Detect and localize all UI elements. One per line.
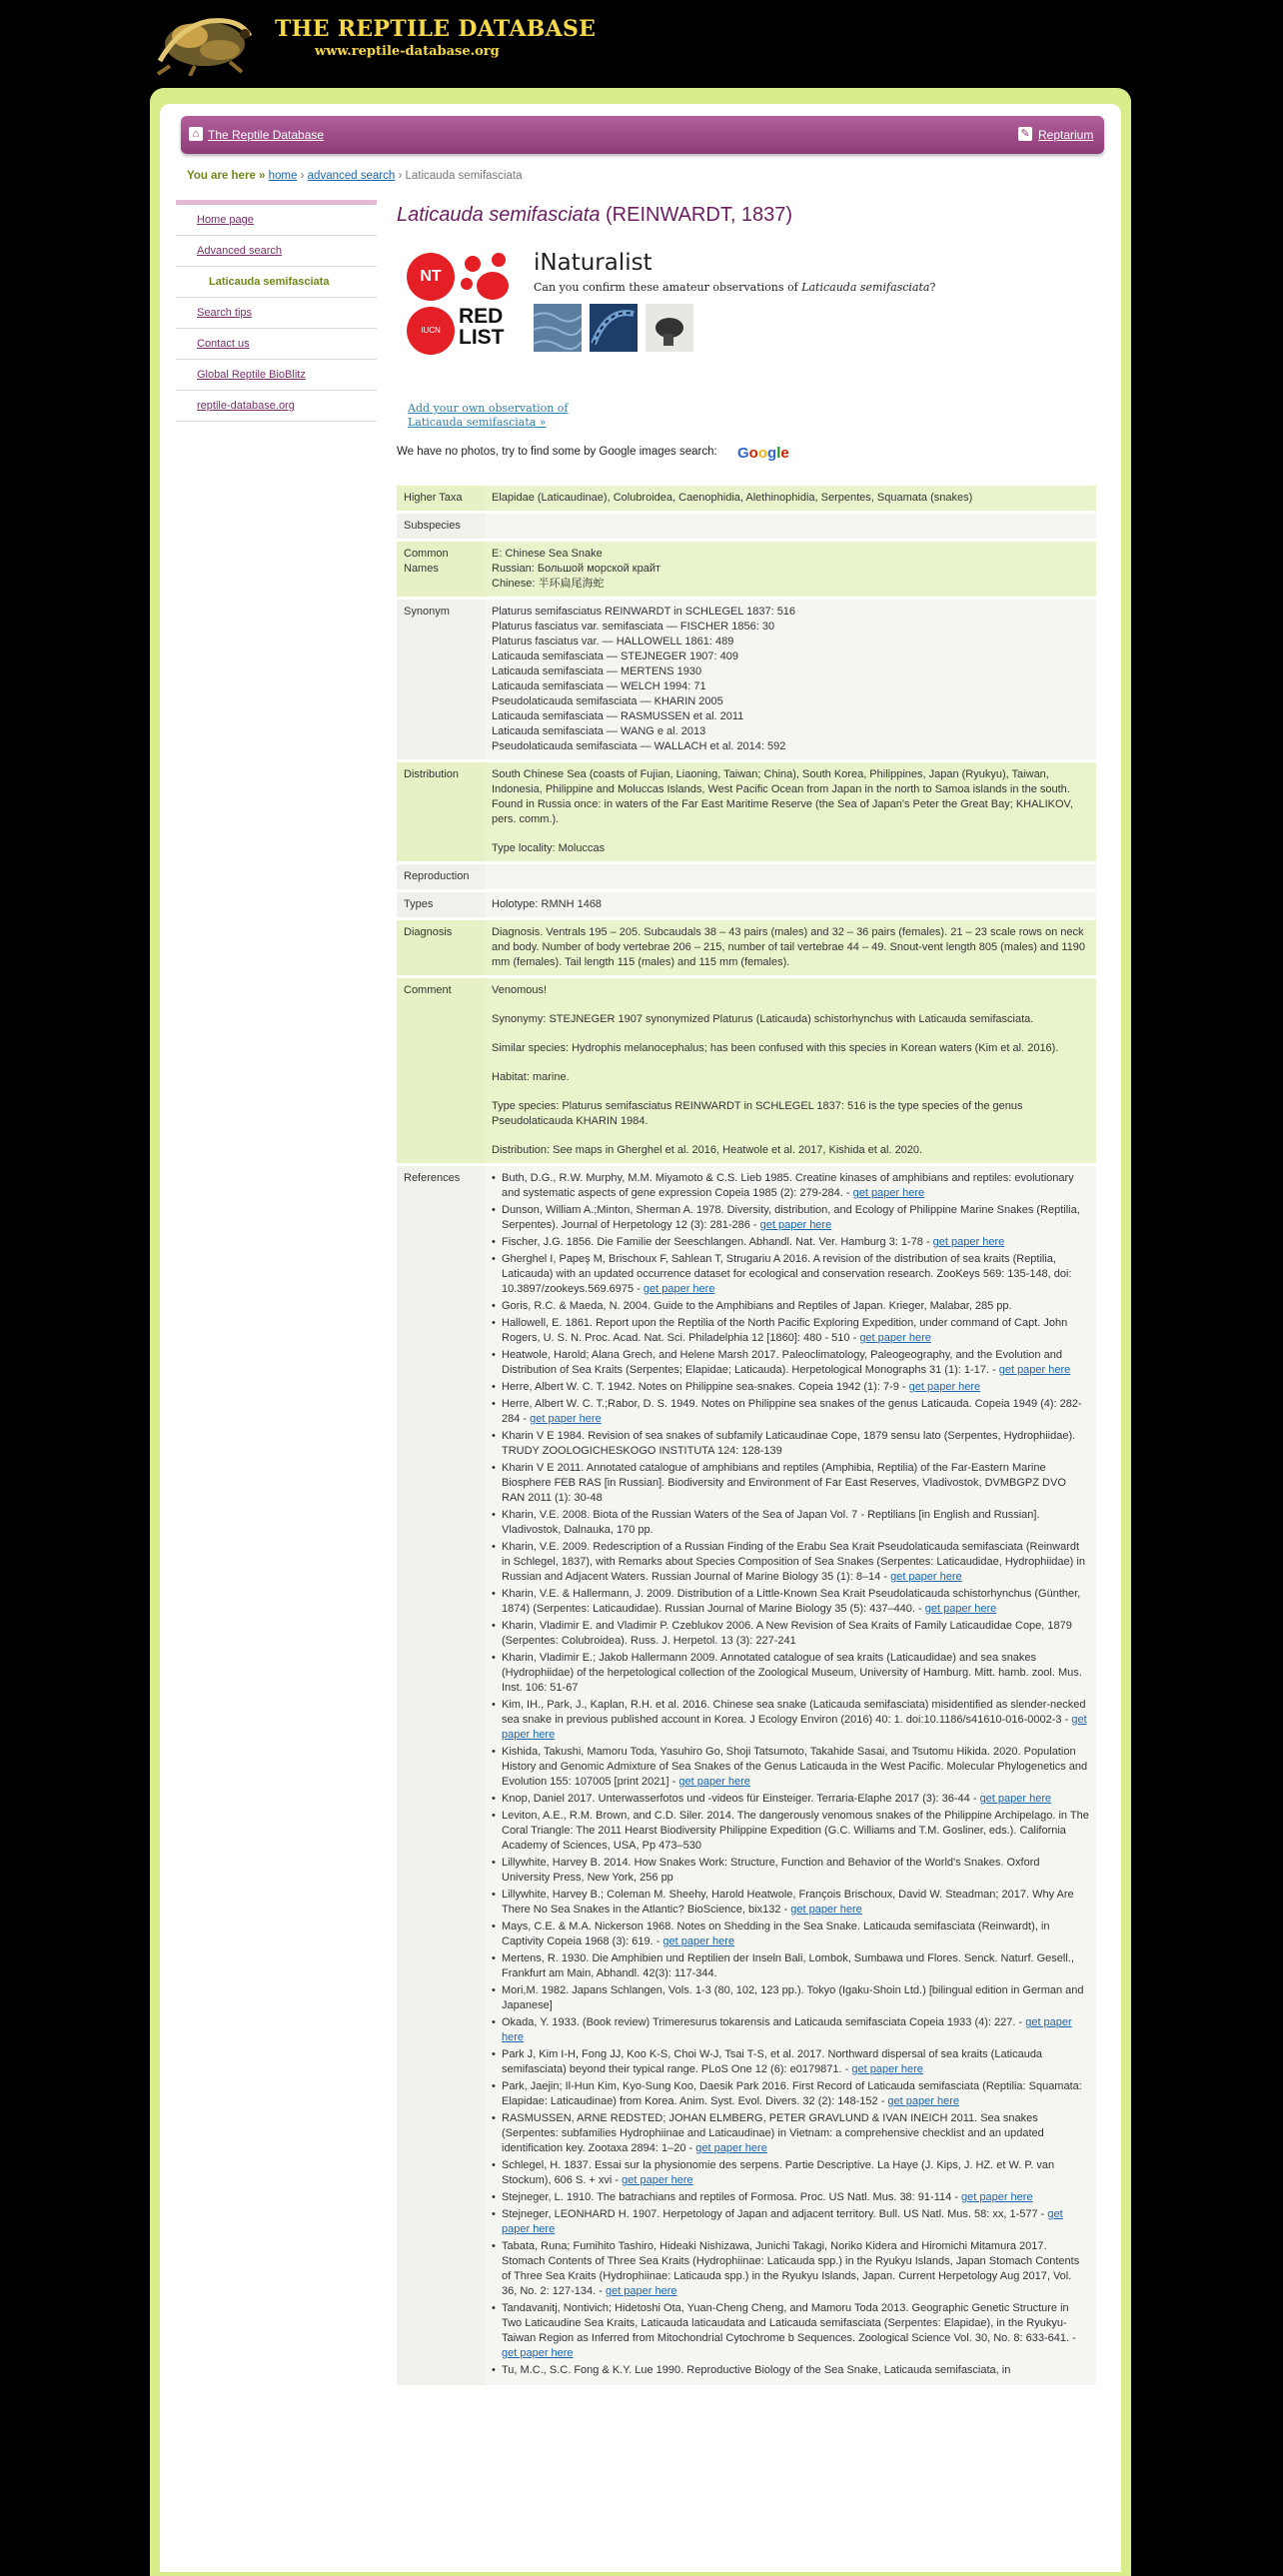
label-subspecies: Subspecies: [397, 514, 485, 539]
reptarium-icon[interactable]: ✎: [1018, 127, 1032, 141]
type-locality: Type locality: Moluccas: [492, 842, 606, 854]
reference-item: [502, 1380, 1089, 1395]
label-higher-taxa: Higher Taxa: [397, 486, 485, 511]
red-list-logo[interactable]: [459, 306, 519, 348]
reference-item: [502, 1792, 1089, 1807]
common-name: E: Chinese Sea Snake: [492, 548, 603, 560]
nav-home-link[interactable]: The Reptile Database: [208, 128, 325, 142]
reference-item: [502, 1397, 1089, 1427]
reference-item: [502, 1508, 1089, 1538]
reference-item: [502, 1252, 1089, 1297]
reference-text: Kharin, V.E. 2008. Biota of the Russian Waters of the Sea of Japan Vol. 7 - Reptilians [in English and Russian]. Vladivostok, Dalnauka, 170 pp.: [502, 1509, 1040, 1536]
get-paper-link[interactable]: get paper here: [759, 1219, 832, 1231]
get-paper-link[interactable]: get paper here: [887, 2095, 959, 2107]
row-subspecies: [397, 514, 1096, 539]
reference-text: Fischer, J.G. 1856. Die Familie der Seeschlangen. Abhandl. Nat. Ver. Hamburg 3: 1-78 -: [502, 1236, 933, 1248]
synonym: Pseudolaticauda semifasciata — KHARIN 2005: [492, 695, 723, 707]
reference-text: Kim, IH., Park, J., Kaplan, R.H. et al. 2016. Chinese sea snake (Laticauda semifasciata) misidentified as slender-necked sea snake in previous published account in Korea. J Ecology Environ (2016) 40: 1. doi:10.1186/s41610-016-0002-3 -: [502, 1699, 1086, 1726]
get-paper-link[interactable]: get paper here: [932, 1236, 1005, 1248]
sidebar-item-search-tips[interactable]: Search tips: [176, 298, 377, 329]
reference-item: [502, 2079, 1089, 2109]
row-reproduction: [397, 864, 1096, 889]
reference-text: Mertens, R. 1930. Die Amphibien und Reptilien der Inseln Bali, Lombok, Sumbawa und Flores. Senck. Naturf. Gesell., Frankfurt am Main, Abhandl. 42(3): 117-344.: [502, 1952, 1074, 1979]
reference-item: [502, 2301, 1089, 2361]
get-paper-link[interactable]: get paper here: [502, 2347, 574, 2359]
value-types: Holotype: RMNH 1468: [485, 892, 1096, 917]
breadcrumb-advanced-link[interactable]: advanced search: [307, 170, 396, 182]
reference-item: [502, 1951, 1089, 1981]
label-diagnosis: Diagnosis: [397, 920, 485, 975]
reference-item: [502, 1299, 1089, 1314]
label-distribution: Distribution: [397, 762, 485, 861]
reference-item: [502, 2190, 1089, 2205]
inaturalist-question: [534, 281, 935, 294]
page-title: [397, 204, 1096, 227]
common-name: Chinese: 半环扁尾海蛇: [492, 578, 605, 590]
get-paper-link[interactable]: get paper here: [502, 2016, 1072, 2043]
reference-text: Goris, R.C. & Maeda, N. 2004. Guide to the Amphibians and Reptiles of Japan. Krieger, Malabar, 285 pp.: [502, 1300, 1012, 1312]
question-species: Laticauda semifasciata: [801, 281, 930, 294]
lizard-logo-icon[interactable]: [150, 6, 260, 76]
reference-text: Park, Jaejin; Il-Hun Kim, Kyo-Sung Koo, Daesik Park 2016. First Record of Laticauda semifasciata (Reptilia: Squamata: Elapidae: Laticaudinae) from Korea. Anim. Syst. Evol. Divers. 32 (2): 148-152 -: [502, 2080, 1082, 2107]
reference-text: Kharin, V.E. 2009. Redescription of a Russian Finding of the Erabu Sea Krait Pseudolaticauda semifasciata (Reinwardt in Schlegel, 1837), with Remarks about Species Composition of Sea Snakes (Serpentes: Laticaudidae, Hydrophiidae) in Russian and Adjacent Waters. Russian Journal of Marine Biology 35 (1): 8–14 -: [502, 1541, 1085, 1583]
reference-item: [502, 1888, 1089, 1918]
reference-text: Schlegel, H. 1837. Essai sur la physionomie des serpens. Partie Descriptive. La Haye (J. Kips, J. HZ. et W. P. van Stockum), 606 S. + xvi -: [502, 2159, 1055, 2186]
near-threatened-badge[interactable]: NT: [407, 253, 455, 301]
sidebar-item-current-species: Laticauda semifasciata: [176, 267, 377, 298]
reference-text: Tu, M.C., S.C. Fong & K.Y. Lue 1990. Reproductive Biology of the Sea Snake, Laticauda semifasciata, in: [502, 2364, 1011, 2376]
reference-text: Heatwole, Harold; Alana Grech, and Helene Marsh 2017. Paleoclimatology, Paleogeography, and the Evolution and Distribution of Sea Kraits (Serpentes; Elapidae; Laticauda). Herpetological Monographs 31 (1): 1-17. -: [502, 1349, 1062, 1376]
get-paper-link[interactable]: get paper here: [530, 1413, 602, 1425]
synonym: Platurus fasciatus var. — HALLOWELL 1861: 489: [492, 636, 734, 647]
no-photos-text: We have no photos, try to find some by Google images search:: [397, 446, 717, 458]
synonym: Platurus semifasciatus REINWARDT in SCHLEGEL 1837: 516: [492, 606, 796, 618]
reference-text: Mays, C.E. & M.A. Nickerson 1968. Notes on Shedding in the Sea Snake. Laticauda semifasciata (Reinwardt), in Captivity Copeia 1968 (3): 619. -: [502, 1921, 1050, 1947]
reference-item: [502, 1587, 1089, 1617]
observation-photo-2[interactable]: [590, 304, 638, 352]
species-info-table: [397, 483, 1096, 2388]
main-content: [397, 200, 1096, 2376]
synonym: Platurus fasciatus var. semifasciata — FISCHER 1856: 30: [492, 621, 775, 633]
reference-item: [502, 1540, 1089, 1585]
reference-text: Stejneger, L. 1910. The batrachians and reptiles of Formosa. Proc. US Natl. Mus. 38: 91-114 -: [502, 2191, 962, 2203]
get-paper-link[interactable]: get paper here: [695, 2142, 767, 2154]
synonym: Pseudolaticauda semifasciata — WALLACH et al. 2014: 592: [492, 740, 786, 752]
reference-text: Park J, Kim I-H, Fong JJ, Koo K-S, Choi W-J, Tsai T-S, et al. 2017. Northward dispersal of sea kraits (Laticauda semifasciata) beyond their typical range. PLoS One 12 (6): e0179871. -: [502, 2048, 1043, 2075]
reference-text: Kharin, V.E. & Hallermann, J. 2009. Distribution of a Little-Known Sea Krait Pseudolaticauda schistorhynchus (Günther, 1874) (Serpentes: Laticaudidae). Russian Journal of Marine Biology 35 (5): 437–440. -: [502, 1588, 1081, 1615]
get-paper-link[interactable]: get paper here: [790, 1904, 862, 1916]
iucn-badge[interactable]: IUCN: [407, 307, 455, 355]
synonym: Laticauda semifasciata — WANG e al. 2013: [492, 725, 706, 737]
inaturalist-logo[interactable]: iNaturalist: [534, 250, 652, 276]
get-paper-link[interactable]: get paper here: [961, 2191, 1033, 2203]
paw-icon: [459, 252, 515, 304]
sidebar-item-advanced-search[interactable]: Advanced search: [176, 236, 377, 267]
sidebar: [176, 200, 377, 422]
reference-text: RASMUSSEN, ARNE REDSTED; JOHAN ELMBERG, PETER GRAVLUND & IVAN INEICH 2011. Sea snakes (Serpentes: subfamilies Hydrophiinae and Laticaudinae) in Vietnam: a comprehensive checklist and an updated identification key. Zootaxa 2894: 1–20 -: [502, 2112, 1044, 2154]
get-paper-link[interactable]: get paper here: [502, 2208, 1063, 2235]
top-nav-bar: [181, 116, 1104, 154]
comment-paragraph: Type species: Platurus semifasciatus REINWARDT in SCHLEGEL 1837: 516 is the type species of the genus Pseudolaticauda KHARIN 1984.: [492, 1100, 1023, 1127]
row-common-names: [397, 542, 1096, 597]
reference-text: Dunson, William A.;Minton, Sherman A. 1978. Diversity, distribution, and Ecology of Philippine Marine Snakes (Reptilia, Serpentes). Journal of Herpetology 12 (3): 281-286 -: [502, 1204, 1080, 1231]
references-list: [492, 1171, 1089, 2378]
breadcrumb-current: Laticauda semifasciata: [405, 170, 523, 182]
reference-item: [502, 1429, 1089, 1459]
get-paper-link[interactable]: get paper here: [678, 1776, 750, 1788]
red-list-text: RED LIST: [459, 305, 505, 349]
reference-text: Herre, Albert W. C. T. 1942. Notes on Philippine sea-snakes. Copeia 1942 (1): 7-9 -: [502, 1381, 909, 1393]
reference-text: Buth, D.G., R.W. Murphy, M.M. Miyamoto & C.S. Lieb 1985. Creatine kinases of amphibians and reptiles: evolutionary and systematic aspects of gene expression Copeia 1985 (2): 279-284. -: [502, 1172, 1074, 1199]
reference-text: Lillywhite, Harvey B.; Coleman M. Sheehy, Harold Heatwole, François Brischoux, David W. Steadman; 2017. Why Are There No Sea Snakes in the Atlantic? BioScience, bix132 -: [502, 1889, 1074, 1916]
value-subspecies: [485, 514, 1096, 539]
sidebar-item-bioblitz[interactable]: Global Reptile BioBlitz: [176, 360, 377, 391]
get-paper-link[interactable]: get paper here: [890, 1571, 962, 1583]
question-suffix: ?: [929, 281, 936, 294]
value-comment: [485, 978, 1096, 1163]
comment-paragraph: Venomous!: [492, 984, 548, 996]
value-distribution: [485, 762, 1096, 861]
synonym: Laticauda semifasciata — RASMUSSEN et al. 2011: [492, 710, 744, 722]
breadcrumb: You are here » home › advanced search › Laticauda semifasciata: [187, 170, 523, 182]
reference-item: [502, 1203, 1089, 1233]
reference-text: Kishida, Takushi, Mamoru Toda, Yasuhiro Go, Shoji Tatsumoto, Takahide Sasai, and Tsutomu Hikida. 2020. Population History and Genomic Admixture of Sea Snakes of the Genus Laticauda in the West Pacific. Molecular Phylogenetics and Evolution 155: 107005 [print 2021] -: [502, 1746, 1088, 1788]
reference-item: [502, 1461, 1089, 1506]
sidebar-item-home[interactable]: Home page: [176, 205, 377, 236]
get-paper-link[interactable]: get paper here: [622, 2174, 693, 2186]
reference-item: [502, 1856, 1089, 1886]
label-types: Types: [397, 892, 485, 917]
reference-text: Kharin V E 2011. Annotated catalogue of amphibians and reptiles (Amphibia, Reptilia) of the Far-Eastern Marine Biosphere FEB RAS [in Russian]. Biodiversity and Environment of Far East Reserves, Vladivostok, DVMBGPZ DVO RAN 2011 (1): 30-48: [502, 1462, 1066, 1504]
row-distribution: [397, 762, 1096, 861]
inaturalist-widget: [397, 248, 956, 358]
breadcrumb-home-link[interactable]: home: [268, 170, 298, 182]
question-prefix: Can you confirm these amateur observations of: [534, 281, 798, 294]
breadcrumb-separator: »: [259, 170, 266, 182]
add-observation-link[interactable]: Add your own observation of Laticauda semifasciata »: [408, 402, 569, 429]
reference-text: Kharin V E 1984. Revision of sea snakes of subfamily Laticaudinae Cope, 1879 sensu lato (Serpentes, Hydrophiidae). TRUDY ZOOLOGICHESKOGO INSTITUTA 124: 128-139: [502, 1430, 1076, 1457]
value-reproduction: [485, 864, 1096, 889]
reference-item: [502, 1348, 1089, 1378]
comment-paragraph: Distribution: See maps in Gherghel et al. 2016, Heatwole et al. 2017, Kishida et al. 2020.: [492, 1144, 923, 1156]
reference-item: [502, 1698, 1089, 1743]
get-paper-link[interactable]: get paper here: [662, 1935, 734, 1947]
get-paper-link[interactable]: get paper here: [502, 1714, 1087, 1741]
reference-text: Tabata, Runa; Fumihito Tashiro, Hideaki Nishizawa, Junichi Takagi, Noriko Kidera and Hiromichi Mitamura 2017. Stomach Contents of Three Sea Kraits (Hydrophiinae: Laticauda spp.) in the Ryukyu Islands, Japan Stomach Contents of Three Sea Kraits (Hydrophiinae: Laticauda spp.) in the Ryukyu Islands, Japan. Current Herpetology Aug 2017, Vol. 36, No. 2: 127-134. -: [502, 2240, 1080, 2297]
reference-text: Lillywhite, Harvey B. 2014. How Snakes Work: Structure, Function and Behavior of the World's Snakes. Oxford University Press, New York, 256 pp: [502, 1857, 1040, 1884]
reference-text: Okada, Y. 1933. (Book review) Trimeresurus tokarensis and Laticauda semifasciata Copeia 1933 (4): 227. -: [502, 2016, 1026, 2028]
reference-item: [502, 2363, 1089, 2378]
row-references: [397, 1166, 1096, 2385]
label-comment: Comment: [397, 978, 485, 1163]
sidebar-item-contact[interactable]: Contact us: [176, 329, 377, 360]
get-paper-link[interactable]: get paper here: [852, 1187, 925, 1199]
reference-item: [502, 1235, 1089, 1250]
synonym: Laticauda semifasciata — MERTENS 1930: [492, 665, 702, 677]
reference-item: [502, 1651, 1089, 1696]
reference-item: [502, 2047, 1089, 2077]
home-icon[interactable]: ⌂: [189, 127, 203, 141]
reference-item: [502, 1983, 1089, 2013]
reference-text: Gherghel I, Papeş M, Brischoux F, Sahlean T, Strugariu A 2016. A revision of the distribution of sea kraits (Reptilia, Laticauda) with an updated occurrence dataset for ecological and conservation research. ZooKeys 569: 135-148, doi: 10.3897/zookeys.569.6975 -: [502, 1253, 1072, 1295]
common-name: Russian: Большой морской крайт: [492, 563, 661, 575]
reference-text: Mori,M. 1982. Japans Schlangen, Vols. 1-3 (80, 102, 123 pp.). Tokyo (Igaku-Shoin Ltd.) [bilingual edition in German and Japanese]: [502, 1984, 1084, 2011]
site-url[interactable]: www.reptile-database.org: [315, 44, 500, 59]
reference-item: [502, 1619, 1089, 1649]
get-paper-link[interactable]: get paper here: [908, 1381, 981, 1393]
reference-text: Tandavanitj, Nontivich; Hidetoshi Ota, Yuan-Cheng Cheng, and Mamoru Toda 2013. Geographic Genetic Structure in Two Laticaudine Sea Kraits, Laticauda laticaudata and Laticauda semifasciata (Serpentes: Elapidae), in the Ryukyu-Taiwan Region as Inferred from Mitochondrial Cytochrome b Sequences. Zoological Science Vol. 30, No. 8: 633-641. -: [502, 2302, 1076, 2344]
reference-text: Hallowell, E. 1861. Report upon the Reptilia of the North Pacific Exploring Expedition, under command of Capt. John Rogers, U. S. N. Proc. Acad. Nat. Sci. Philadelphia 12 [1860]: 480 - 510 -: [502, 1317, 1068, 1344]
reference-text: Leviton, A.E., R.M. Brown, and C.D. Siler. 2014. The dangerously venomous snakes of the Philippine Archipelago. in The Coral Triangle: The 2011 Hearst Biodiversity Philippine Expedition (G.C. Williams and T.M. Gosliner, eds.). California Academy of Sciences, USA, Pp 473–530: [502, 1810, 1089, 1852]
value-higher-taxa: Elapidae (Laticaudinae), Colubroidea, Caenophidia, Alethinophidia, Serpentes, Squamata (snakes): [485, 486, 1096, 511]
label-common-names: Common Names: [397, 542, 485, 597]
reference-item: [502, 2239, 1089, 2299]
observation-photo-1[interactable]: [534, 304, 582, 352]
get-paper-link[interactable]: get paper here: [642, 1283, 715, 1295]
label-references: References: [397, 1166, 485, 2385]
reference-item: [502, 1316, 1089, 1346]
distribution-text: South Chinese Sea (coasts of Fujian, Liaoning, Taiwan; China), South Korea, Philippines, Japan (Ryukyu), Taiwan, Indonesia, Philippine and Moluccas Islands, West Pacific Ocean from Japan in the north to Samoa islands in the south. Found in Russia once: in waters of the Far East Maritime Reserve (the Sea of Japan's Peter the Great Bay; KHALIKOV, pers. comm.).: [492, 768, 1073, 825]
reference-text: Kharin, Vladimir E.; Jakob Hallermann 2009. Annotated catalogue of sea kraits (Laticaudidae) and sea snakes (Hydrophiidae) of the herpetological collection of the Zoological Museum, University of Hamburg. Mitt. hamb. zool. Mus. Inst. 106: 51-67: [502, 1652, 1082, 1694]
reference-item: [502, 1809, 1089, 1854]
reference-item: [502, 2158, 1089, 2188]
comment-paragraph: Habitat: marine.: [492, 1071, 570, 1083]
reference-item: [502, 1920, 1089, 1949]
observation-photo-3[interactable]: [645, 304, 693, 352]
nav-reptarium-link[interactable]: Reptarium: [1038, 128, 1094, 142]
reference-text: Kharin, Vladimir E. and Vladimir P. Czeblukov 2006. A New Revision of Sea Kraits of Family Laticaudidae Cope, 1879 (Serpentes: Colubroidea). Russ. J. Herpetol. 13 (3): 227-241: [502, 1620, 1072, 1647]
synonym: Laticauda semifasciata — WELCH 1994: 71: [492, 680, 706, 692]
reference-item: [502, 1745, 1089, 1790]
row-synonym: [397, 600, 1096, 759]
get-paper-link[interactable]: get paper here: [605, 2285, 677, 2297]
site-header: [0, 0, 1283, 90]
row-types: [397, 892, 1096, 917]
label-reproduction: Reproduction: [397, 864, 485, 889]
comment-paragraph: Synonymy: STEJNEGER 1907 synonymized Platurus (Laticauda) schistorhynchus with Laticauda semifasciata.: [492, 1013, 1034, 1025]
reference-text: Stejneger, LEONHARD H. 1907. Herpetology of Japan and adjacent territory. Bull. US Natl. Mus. 58: xx, 1-577 -: [502, 2208, 1048, 2220]
reference-item: [502, 2015, 1089, 2045]
row-higher-taxa: [397, 486, 1096, 511]
value-diagnosis: Diagnosis. Ventrals 195 – 205. Subcaudals 38 – 43 pairs (males) and 32 – 36 pairs (females). 21 – 23 scale rows on neck and body. Number of body vertebrae 206 – 215, number of tail vertebrae 44 – 49. Snout-vent length 805 (males) and 1190 mm (females). Tail length 115 (males) and 115 mm (females).: [485, 920, 1096, 975]
sidebar-item-reptile-database-org[interactable]: reptile-database.org: [176, 391, 377, 422]
row-comment: [397, 978, 1096, 1163]
label-synonym: Synonym: [397, 600, 485, 759]
reference-item: [502, 2111, 1089, 2156]
reference-item: [502, 1171, 1089, 1201]
reference-item: [502, 2207, 1089, 2237]
breadcrumb-prefix: You are here: [187, 170, 256, 182]
species-name: Laticauda semifasciata: [397, 204, 601, 226]
google-logo[interactable]: Google: [737, 445, 789, 462]
get-paper-link[interactable]: get paper here: [924, 1603, 997, 1615]
value-references: [485, 1166, 1096, 2385]
species-author: (REINWARDT, 1837): [606, 204, 793, 226]
value-common-names: [485, 542, 1096, 597]
value-synonyms: [485, 600, 1096, 759]
row-diagnosis: [397, 920, 1096, 975]
synonym: Laticauda semifasciata — STEJNEGER 1907: 409: [492, 650, 739, 662]
get-paper-link[interactable]: get paper here: [979, 1793, 1052, 1805]
get-paper-link[interactable]: get paper here: [998, 1364, 1071, 1376]
site-title[interactable]: THE REPTILE DATABASE: [275, 16, 597, 42]
comment-paragraph: Similar species: Hydrophis melanocephalus; has been confused with this species in Korean waters (Kim et al. 2016).: [492, 1042, 1059, 1054]
reference-text: Knop, Daniel 2017. Unterwasserfotos und -videos für Einsteiger. Terraria-Elaphe 2017 (3): 36-44 -: [502, 1793, 980, 1805]
get-paper-link[interactable]: get paper here: [859, 1332, 931, 1344]
get-paper-link[interactable]: get paper here: [851, 2063, 923, 2075]
reference-text: Herre, Albert W. C. T.;Rabor, D. S. 1949. Notes on Philippine sea snakes of the genus Laticauda. Copeia 1949 (4): 282-284 -: [502, 1398, 1082, 1425]
